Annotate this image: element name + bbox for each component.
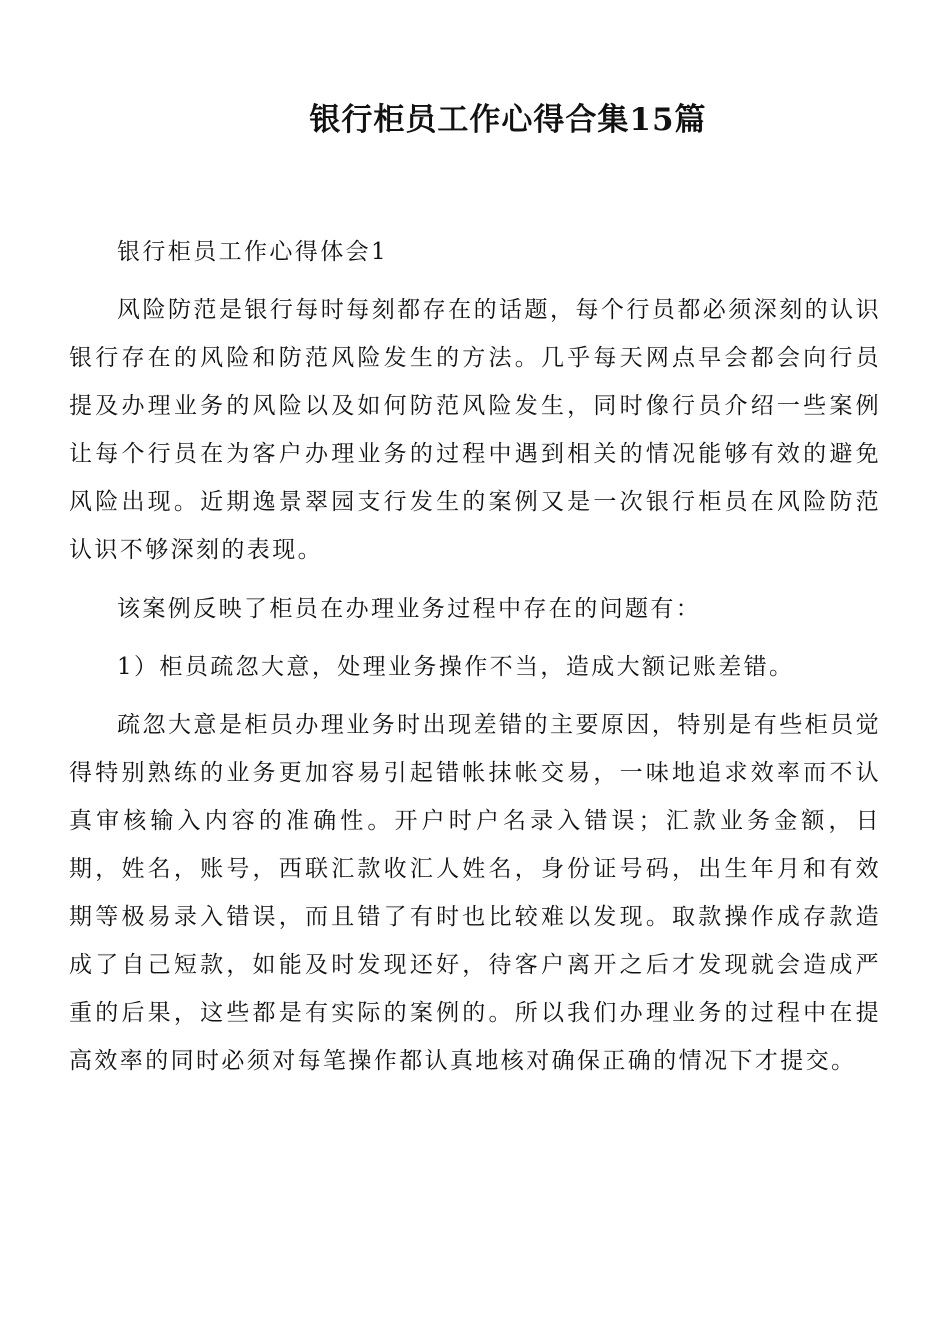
paragraph-point-1: 1）柜员疏忽大意，处理业务操作不当，造成大额记账差错。 (117, 654, 795, 680)
document-title: 银行柜员工作心得合集15篇 (309, 102, 707, 138)
paragraph-case-problems: 该案例反映了柜员在办理业务过程中存在的问题有： (117, 596, 702, 622)
paragraph-risk-prevention: 风险防范是银行每时每刻都存在的话题，每个行员都必须深刻的认识银行存在的风险和防范风险发生的方法。几乎每天网点早会都会向行员提及办理业务的风险以及如何防范风险发生，同时像行员介绍一些案例让每个行员在为客户办理业务的过程中遇到相关的情况能够有效的避免风险出现。近期逸景翠园支行发生的案例又是一次银行柜员在风险防范认识不够深刻的表现。 (69, 297, 881, 563)
document-body (69, 228, 881, 1085)
section-heading: 银行柜员工作心得体会1 (117, 239, 389, 265)
paragraph-carelessness: 疏忽大意是柜员办理业务时出现差错的主要原因，特别是有些柜员觉得特别熟练的业务更加容易引起错帐抹帐交易，一味地追求效率而不认真审核输入内容的准确性。开户时户名录入错误；汇款业务金额，日期，姓名，账号，西联汇款收汇人姓名，身份证号码，出生年月和有效期等极易录入错误，而且错了有时也比较难以发现。取款操作成存款造成了自己短款，如能及时发现还好，待客户离开之后才发现就会造成严重的后果，这些都是有实际的案例的。所以我们办理业务的过程中在提高效率的同时必须对每笔操作都认真地核对确保正确的情况下才提交。 (69, 712, 881, 1074)
